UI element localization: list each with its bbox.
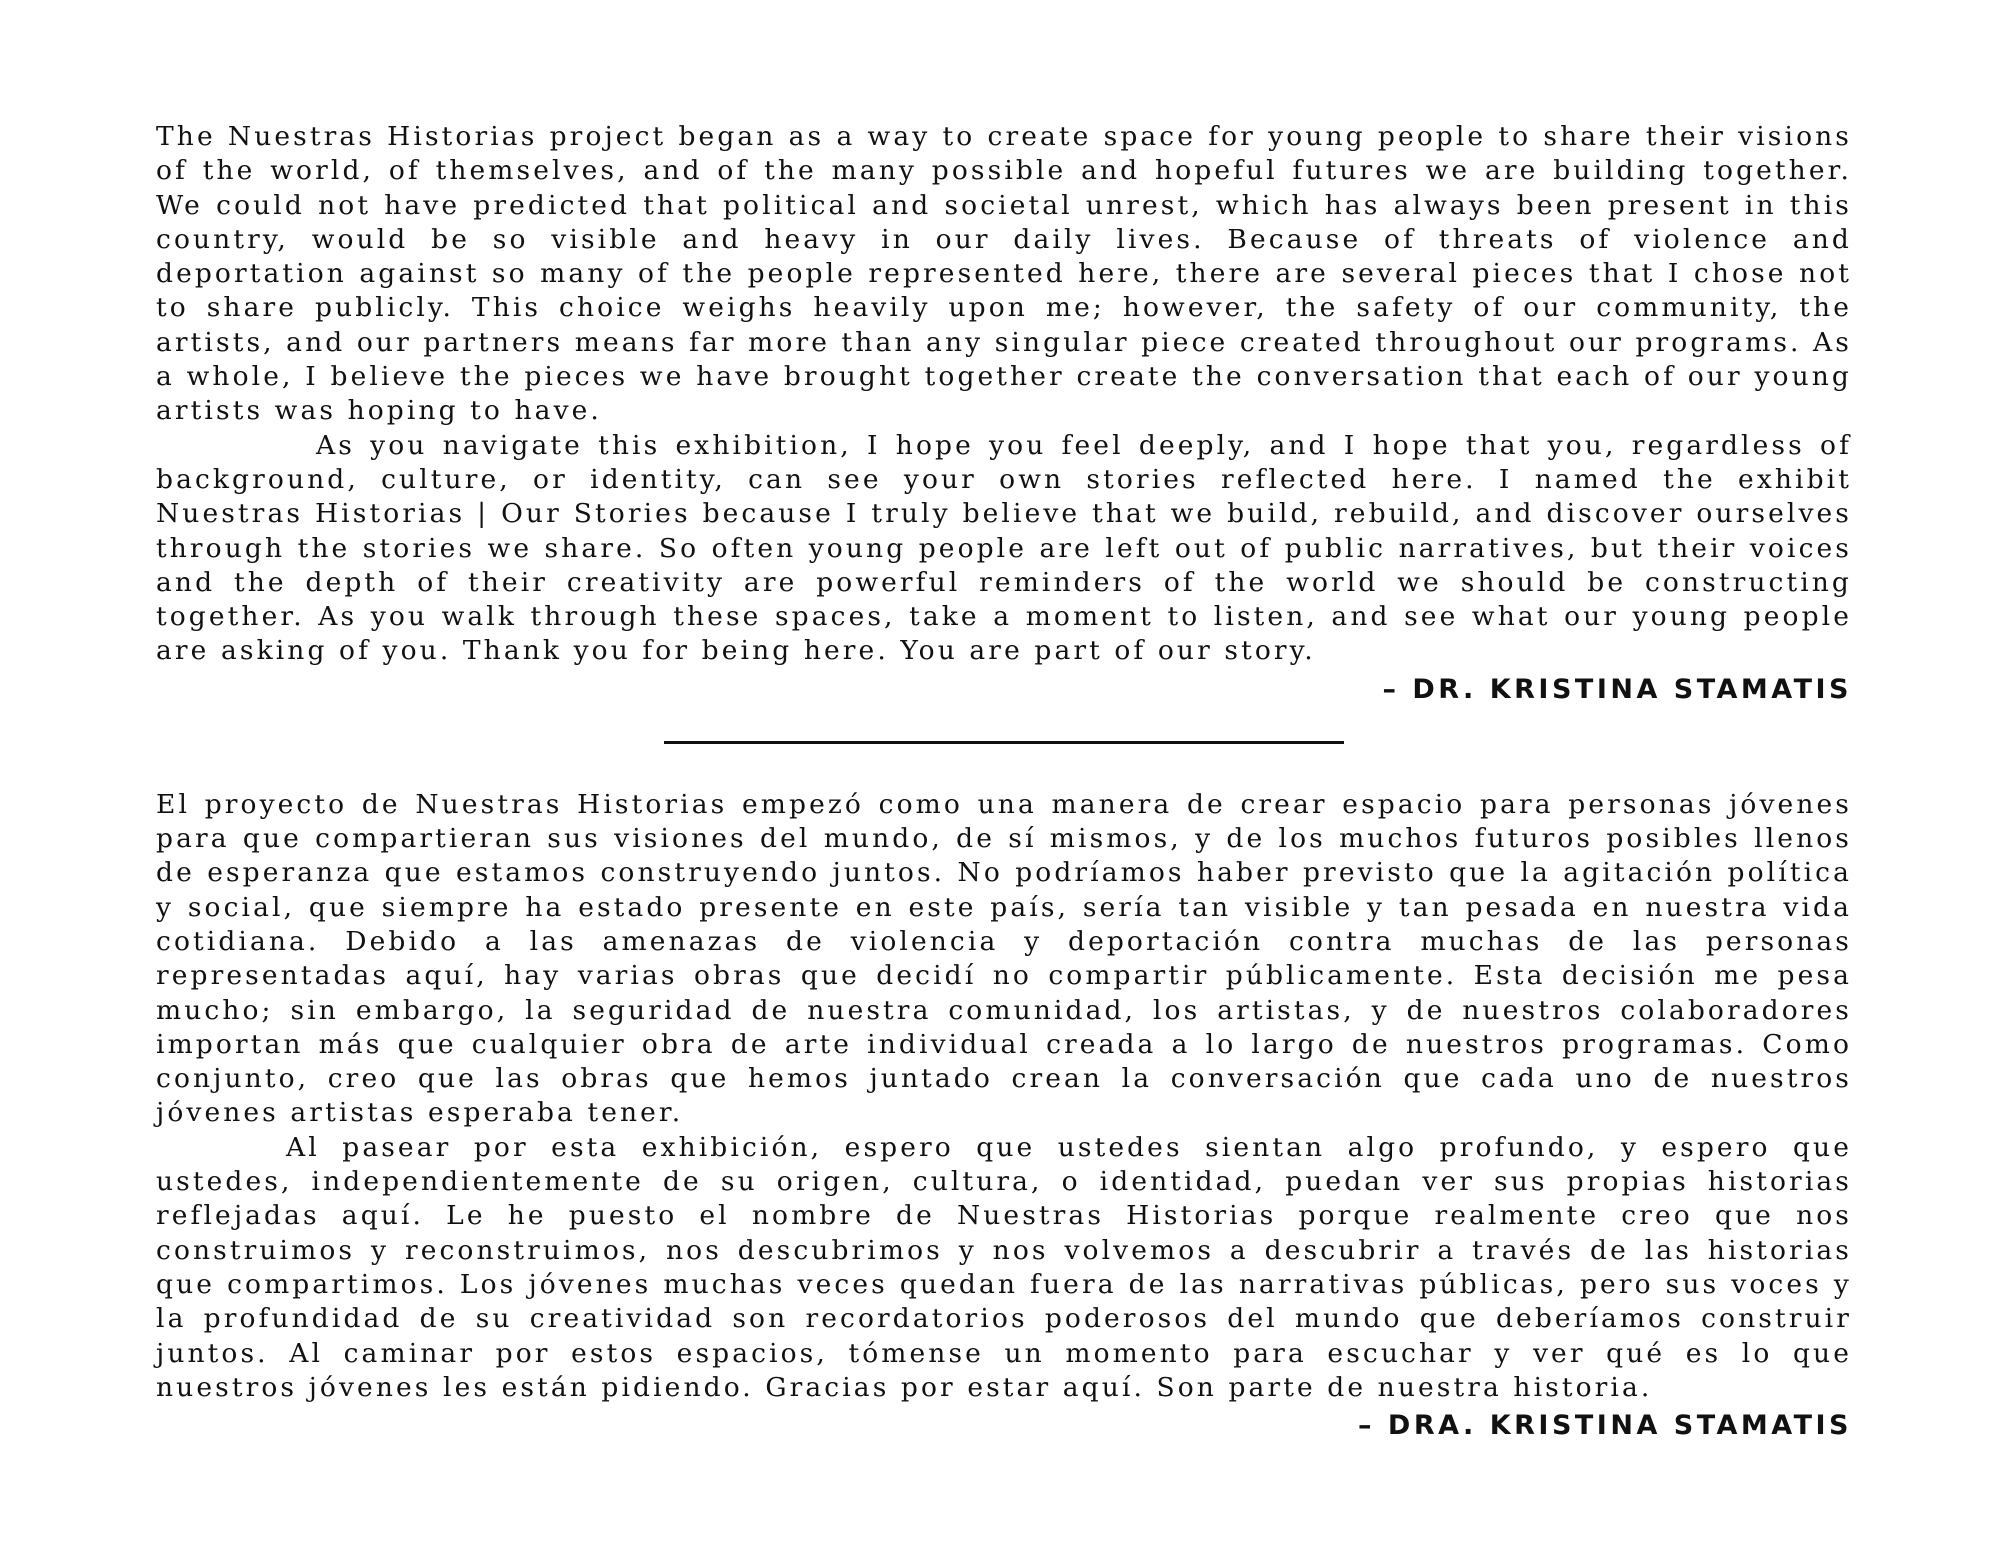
english-signature: – DR. KRISTINA STAMATIS: [1382, 673, 1852, 705]
english-section: [156, 120, 1852, 707]
spanish-section: [156, 788, 1852, 1443]
document-page: [156, 120, 1852, 1443]
spanish-paragraph-2: Al pasear por esta exhibición, espero que ustedes sientan algo profundo, y espero que ustedes, independientemente de su origen, cultura, o identidad, puedan ver sus propias historias reflejadas aquí. Le he puesto el nombre de Nuestras Historias porque realmente creo que nos construimos y reconstruimos, nos descubrimos y nos volvemos a descubrir a través de las historias que compartimos. Los jóvenes muchas veces quedan fuera de las narrativas públicas, pero sus voces y la profundidad de su creatividad son recordatorios poderosos del mundo que deberíamos construir juntos. Al caminar por estos espacios, tómense un momento para escuchar y ver qué es lo que nuestros jóvenes les están pidiendo. Gracias por estar aquí. Son parte de nuestra historia.: [156, 1131, 1852, 1403]
english-paragraph-2: As you navigate this exhibition, I hope you feel deeply, and I hope that you, regardless of background, culture, or identity, can see your own stories reflected here. I named the exhibit Nuestras Historias | Our Stories because I truly believe that we build, rebuild, and discover ourselves through the stories we share. So often young people are left out of public narratives, but their voices and the depth of their creativity are powerful reminders of the world we should be constructing together. As you walk through these spaces, take a moment to listen, and see what our young people are asking of you. Thank you for being here. You are part of our story.: [156, 429, 1852, 667]
section-divider: [664, 741, 1344, 744]
spanish-signature: – DRA. KRISTINA STAMATIS: [1358, 1410, 1852, 1442]
spanish-paragraph-1: El proyecto de Nuestras Historias empezó como una manera de crear espacio para personas jóvenes para que compartieran sus visiones del mundo, de sí mismos, y de los muchos futuros posibles llenos de esperanza que estamos construyendo juntos. No podríamos haber previsto que la agitación política y social, que siempre ha estado presente en este país, sería tan visible y tan pesada en nuestra vida cotidiana. Debido a las amenazas de violencia y deportación contra muchas de las personas representadas aquí, hay varias obras que decidí no compartir públicamente. Esta decisión me pesa mucho; sin embargo, la seguridad de nuestra comunidad, los artistas, y de nuestros colaboradores importan más que cualquier obra de arte individual creada a lo largo de nuestros programas. Como conjunto, creo que las obras que hemos juntado crean la conversación que cada uno de nuestros jóvenes artistas esperaba tener.: [156, 788, 1852, 1129]
english-paragraph-1: The Nuestras Historias project began as a way to create space for young people to share their visions of the world, of themselves, and of the many possible and hopeful futures we are building together. We could not have predicted that political and societal unrest, which has always been present in this country, would be so visible and heavy in our daily lives. Because of threats of violence and deportation against so many of the people represented here, there are several pieces that I chose not to share publicly. This choice weighs heavily upon me; however, the safety of our community, the artists, and our partners means far more than any singular piece created throughout our programs. As a whole, I believe the pieces we have brought together create the conversation that each of our young artists was hoping to have.: [156, 121, 1852, 427]
